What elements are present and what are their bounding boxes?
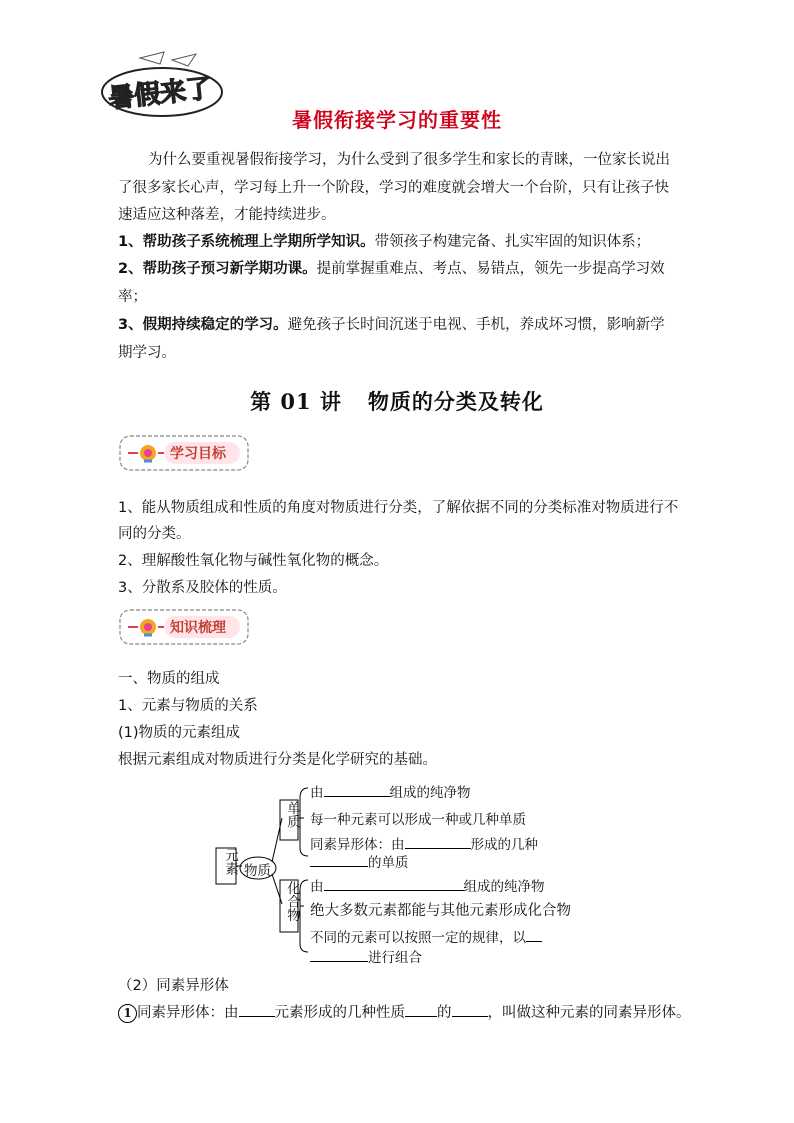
b1-line-4	[310, 851, 409, 871]
b1-text-e: 的单质	[368, 855, 409, 871]
def-text-b: 元素形成的几种性质	[274, 1005, 405, 1021]
b1-text-c: 同素异形体：由	[310, 837, 405, 853]
section-heading-2: 1、元素与物质的关系	[118, 698, 258, 714]
blank	[324, 783, 390, 797]
point-1	[118, 229, 678, 257]
diagram-middle: 物质	[244, 863, 271, 879]
point-2-heading: 2、帮助孩子预习新学期功课。	[118, 261, 317, 277]
b2-text-c: 不同的元素可以按照一定的规律，以	[310, 930, 526, 946]
section-heading-3: (1)物质的元素组成	[118, 725, 241, 741]
b2-text-d: 进行组合	[368, 950, 422, 966]
diagram-branch-2: 化合物	[284, 881, 300, 922]
b2-line-2: 绝大多数元素都能与其他元素形成化合物	[310, 903, 571, 919]
b2-line-1	[310, 875, 545, 895]
circled-number: 1	[118, 1004, 137, 1023]
goal-2: 2、理解酸性氧化物与碱性氧化物的概念。	[118, 553, 389, 569]
b1-text-d: 形成的几种	[470, 837, 538, 853]
b2-text-a: 由	[310, 879, 324, 895]
b1-text-b: 组成的纯净物	[389, 785, 471, 801]
b1-line-1	[310, 781, 471, 801]
goal-3: 3、分散系及胶体的性质。	[118, 580, 287, 596]
blank	[310, 853, 368, 867]
blank	[452, 1003, 488, 1017]
def-text-c: 的	[437, 1005, 452, 1021]
blank	[324, 877, 464, 891]
blank	[405, 835, 471, 849]
page-title: 暑假衔接学习的重要性	[292, 108, 502, 132]
b1-text-a: 由	[310, 785, 324, 801]
lesson-topic: 物质的分类及转化	[367, 389, 544, 414]
b1-line-2: 每一种元素可以形成一种或几种单质	[310, 812, 526, 828]
section-paragraph: 根据元素组成对物质进行分类是化学研究的基础。	[118, 752, 437, 768]
intro-paragraph: 为什么要重视暑假衔接学习，为什么受到了很多学生和家长的青睐，一位家长说出了很多家长心声，学习每上升一个阶段，学习的难度就会增大一个台阶，只有让孩子快速适应这种落差，才能持续进步。	[118, 152, 670, 223]
goal-1: 1、能从物质组成和性质的角度对物质进行分类，了解依据不同的分类标准对物质进行不同的分类。	[118, 500, 679, 542]
blank	[526, 928, 542, 942]
def-text-a: 同素异形体：由	[137, 1005, 239, 1021]
b1-line-3	[310, 833, 538, 853]
b2-line-4	[310, 946, 422, 966]
lesson-number: 第 01 讲	[250, 389, 342, 414]
def-text-d: ，叫做这种元素的同素异形体。	[487, 1005, 691, 1021]
b2-text-b: 组成的纯净物	[463, 879, 545, 895]
diagram-root: 元素	[222, 848, 238, 875]
goals-badge-label: 学习目标	[170, 446, 226, 462]
blank	[239, 1003, 275, 1017]
diagram-branch-1: 单质	[284, 801, 300, 828]
subsection-title: （2）同素异形体	[118, 978, 229, 994]
allotrope-definition	[118, 1000, 691, 1026]
section-heading-1: 一、物质的组成	[118, 671, 220, 687]
knowledge-badge-label: 知识梳理	[170, 620, 226, 636]
point-2	[118, 256, 678, 311]
b2-line-3	[310, 926, 542, 946]
element-classification-diagram	[214, 778, 594, 968]
blank	[405, 1003, 437, 1017]
goals-badge	[118, 434, 250, 472]
point-2-text: 提前掌握重难点、考点、易错点，领先一步提高学习效率；	[118, 261, 665, 305]
point-1-text: 带领孩子构建完备、扎实牢固的知识体系；	[374, 234, 651, 250]
point-3	[118, 312, 678, 367]
point-3-heading: 3、假期持续稳定的学习。	[118, 317, 288, 333]
point-3-text: 避免孩子长时间沉迷于电视、手机，养成坏习惯，影响新学期学习。	[118, 317, 665, 361]
blank	[310, 948, 368, 962]
svg-text:暑假来了: 暑假来了	[106, 73, 214, 115]
knowledge-badge	[118, 608, 250, 646]
lesson-title	[0, 386, 794, 416]
point-1-heading: 1、帮助孩子系统梳理上学期所学知识。	[118, 234, 375, 250]
